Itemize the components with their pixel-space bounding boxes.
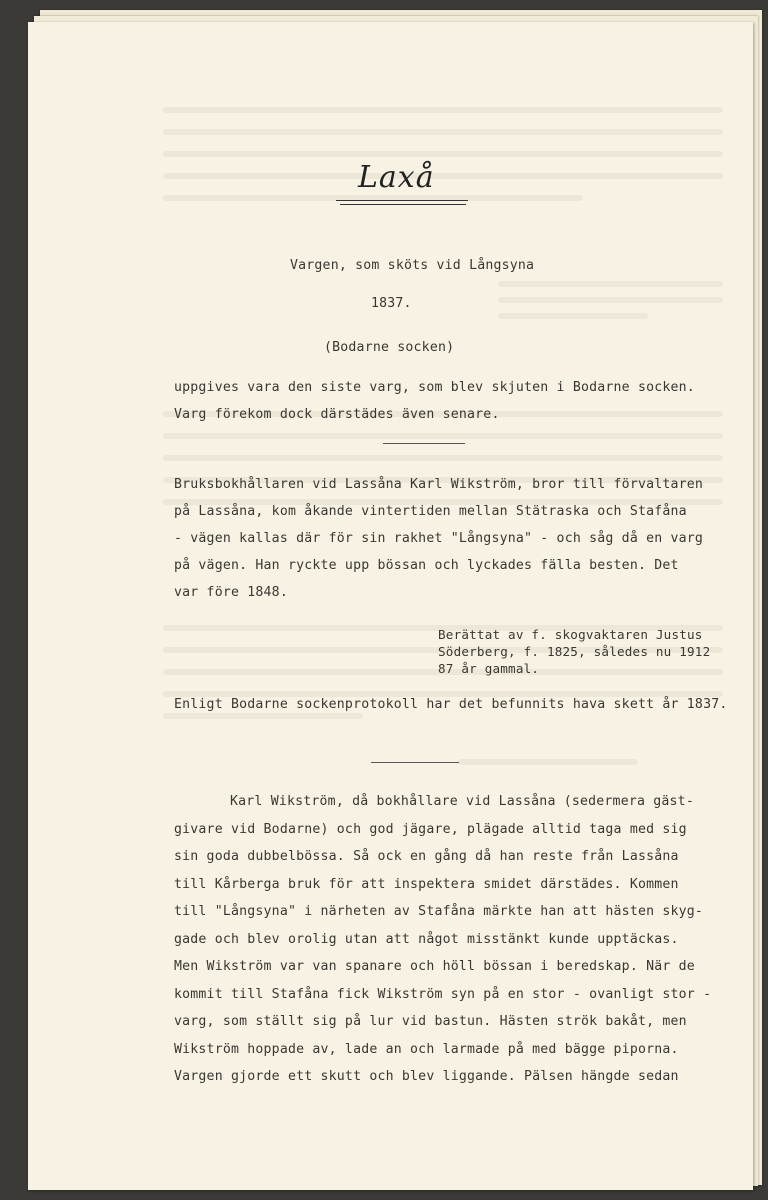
paragraph-line: var före 1848. bbox=[174, 585, 288, 600]
intro-line: uppgives vara den siste varg, som blev skjuten i Bodarne socken. bbox=[174, 380, 695, 395]
section-divider bbox=[371, 762, 459, 763]
paragraph-line: till Kårberga bruk för att inspektera smidet därstädes. Kommen bbox=[174, 877, 679, 892]
paragraph-line: Bruksbokhållaren vid Lassåna Karl Wikström, bror till förvaltaren bbox=[174, 477, 704, 492]
paragraph-line: Men Wikström var van spanare och höll bössan i beredskap. När de bbox=[174, 959, 695, 974]
paragraph-line: Karl Wikström, då bokhållare vid Lassåna (sedermera gäst- bbox=[230, 794, 694, 809]
heading-underline bbox=[340, 204, 466, 205]
paragraph-line: givare vid Bodarne) och god jägare, plägade alltid taga med sig bbox=[174, 822, 687, 837]
parish-line: (Bodarne socken) bbox=[324, 340, 455, 355]
protocol-line: Enligt Bodarne sockenprotokoll har det befunnits hava skett år 1837. bbox=[174, 697, 728, 712]
paragraph-line: varg, som ställt sig på lur vid bastun. Hästen strök bakåt, men bbox=[174, 1014, 687, 1029]
source-attribution: 87 år gammal. bbox=[438, 661, 540, 676]
paragraph-line: på Lassåna, kom åkande vintertiden mellan Stätraska och Stafåna bbox=[174, 504, 687, 519]
paragraph-line: Wikström hoppade av, lade an och larmade på med bägge piporna. bbox=[174, 1042, 679, 1057]
heading-underline bbox=[336, 200, 468, 201]
paragraph-line: till "Långsyna" i närheten av Stafåna märkte han att hästen skyg- bbox=[174, 904, 704, 919]
section-divider bbox=[383, 443, 465, 444]
paragraph-line: på vägen. Han ryckte upp bössan och lyckades fälla besten. Det bbox=[174, 558, 679, 573]
page-heading: Laxå bbox=[358, 160, 435, 195]
source-attribution: Söderberg, f. 1825, således nu 1912 bbox=[438, 644, 711, 659]
intro-line: Varg förekom dock därstädes även senare. bbox=[174, 407, 500, 422]
document-year: 1837. bbox=[371, 296, 412, 311]
paragraph-line: - vägen kallas där för sin rakhet "Långsyna" - och såg då en varg bbox=[174, 531, 704, 546]
document-title: Vargen, som sköts vid Långsyna bbox=[290, 258, 535, 273]
document-page bbox=[28, 22, 753, 1190]
paragraph-line: gade och blev orolig utan att något misstänkt kunde upptäckas. bbox=[174, 932, 679, 947]
paragraph-line: sin goda dubbelbössa. Så ock en gång då han reste från Lassåna bbox=[174, 849, 679, 864]
source-attribution: Berättat av f. skogvaktaren Justus bbox=[438, 627, 703, 642]
paragraph-line: Vargen gjorde ett skutt och blev liggande. Pälsen hängde sedan bbox=[174, 1069, 679, 1084]
paragraph-line: kommit till Stafåna fick Wikström syn på en stor - ovanligt stor - bbox=[174, 987, 712, 1002]
